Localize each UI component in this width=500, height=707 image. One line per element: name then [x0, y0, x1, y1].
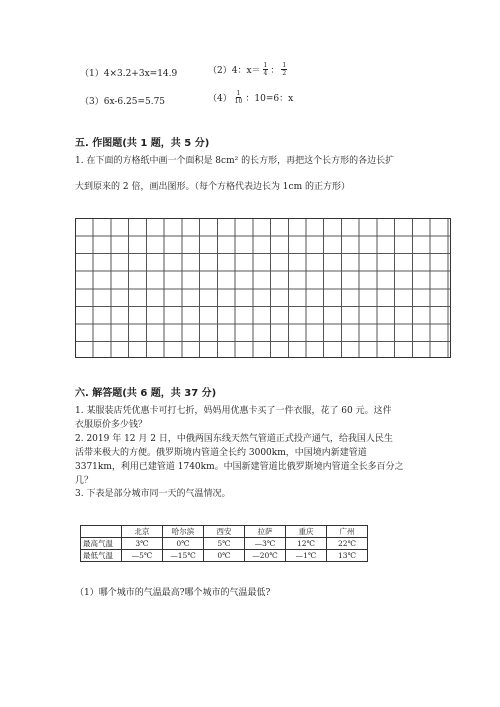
- fraction-1-2: [281, 62, 287, 77]
- fraction-denominator: 4: [263, 70, 268, 77]
- fraction-numerator: 1: [236, 90, 241, 97]
- table-row-high: [81, 538, 368, 550]
- section-6-q3-line1: 3. 下表是部分城市同一天的气温情况。: [75, 489, 231, 499]
- section-6-q2-line4: 几？: [75, 476, 94, 486]
- table-header-cell: 哈尔滨: [163, 526, 204, 538]
- fraction-numerator: 1: [263, 62, 268, 69]
- fraction-denominator: 10: [234, 98, 243, 105]
- table-cell: 0℃: [163, 538, 204, 550]
- equation-4-prefix: （4）: [208, 94, 232, 104]
- table-cell: —5℃: [122, 550, 163, 562]
- table-cell: 3℃: [122, 538, 163, 550]
- section-6-q2-line1: 2. 2019 年 12 月 2 日，中俄两国东线天然气管道正式投产通气，给我国人民生: [75, 434, 393, 444]
- fraction-denominator: 2: [282, 70, 287, 77]
- equation-1: （1）4×3.2+3x=14.9: [80, 69, 178, 79]
- temperature-table: [80, 525, 368, 562]
- equation-2-prefix: （2）4：x＝: [208, 66, 261, 76]
- fraction-numerator: 1: [282, 62, 287, 69]
- table-header-cell: 北京: [122, 526, 163, 538]
- row-label-high: 最高气温: [81, 538, 122, 550]
- equation-4: [208, 90, 293, 105]
- equation-3: （3）6x-6.25=5.75: [80, 97, 166, 107]
- table-cell: —1℃: [286, 550, 327, 562]
- table-header-row: [81, 526, 368, 538]
- fraction-1-4: [263, 62, 269, 77]
- grid-paper: [75, 218, 451, 358]
- section-6-title: 六. 解答题(共 6 题，共 37 分): [75, 388, 217, 399]
- table-header-cell: 拉萨: [245, 526, 286, 538]
- table-cell: 13℃: [327, 550, 368, 562]
- table-header-cell: 广州: [327, 526, 368, 538]
- table-cell: 22℃: [327, 538, 368, 550]
- row-label-low: 最低气温: [81, 550, 122, 562]
- table-cell: —3℃: [245, 538, 286, 550]
- table-corner-cell: [81, 526, 122, 538]
- table-header-cell: 西安: [204, 526, 245, 538]
- table-row-low: [81, 550, 368, 562]
- section-6-q2-line2: 活带来极大的方便。俄罗斯境内管道全长约 3000km，中国境内新建管道: [75, 448, 367, 458]
- table-cell: 5℃: [204, 538, 245, 550]
- table-cell: —15℃: [163, 550, 204, 562]
- sub-question-1: （1）哪个城市的气温最高?哪个城市的气温最低?: [75, 588, 271, 598]
- section-5-title: 五. 作图题(共 1 题，共 5 分): [75, 138, 210, 149]
- table-cell: 0℃: [204, 550, 245, 562]
- section-5-q1-line1: 1. 在下面的方格纸中画一个面积是 8cm² 的长方形，再把这个长方形的各边长扩: [75, 156, 395, 166]
- equation-4-rest: ：10=6：x: [245, 94, 294, 104]
- table-cell: —20℃: [245, 550, 286, 562]
- section-6-q1-line1: 1. 某服装店凭优惠卡可打七折，妈妈用优惠卡买了一件衣服，花了 60 元。这件: [75, 406, 392, 416]
- table-cell: 12℃: [286, 538, 327, 550]
- equation-2: [208, 62, 289, 77]
- section-5-q1-line2: 大到原来的 2 倍，画出图形。（每个方格代表边长为 1cm 的正方形）: [75, 182, 350, 192]
- fraction-1-10: [234, 90, 244, 105]
- section-6-q2-line3: 3371km，利用已建管道 1740km。中国新建管道比俄罗斯境内管道全长多百分之: [75, 462, 404, 472]
- section-6-q1-line2: 衣服原价多少钱？: [75, 420, 148, 430]
- equation-2-colon: ：: [270, 66, 280, 76]
- table-header-cell: 重庆: [286, 526, 327, 538]
